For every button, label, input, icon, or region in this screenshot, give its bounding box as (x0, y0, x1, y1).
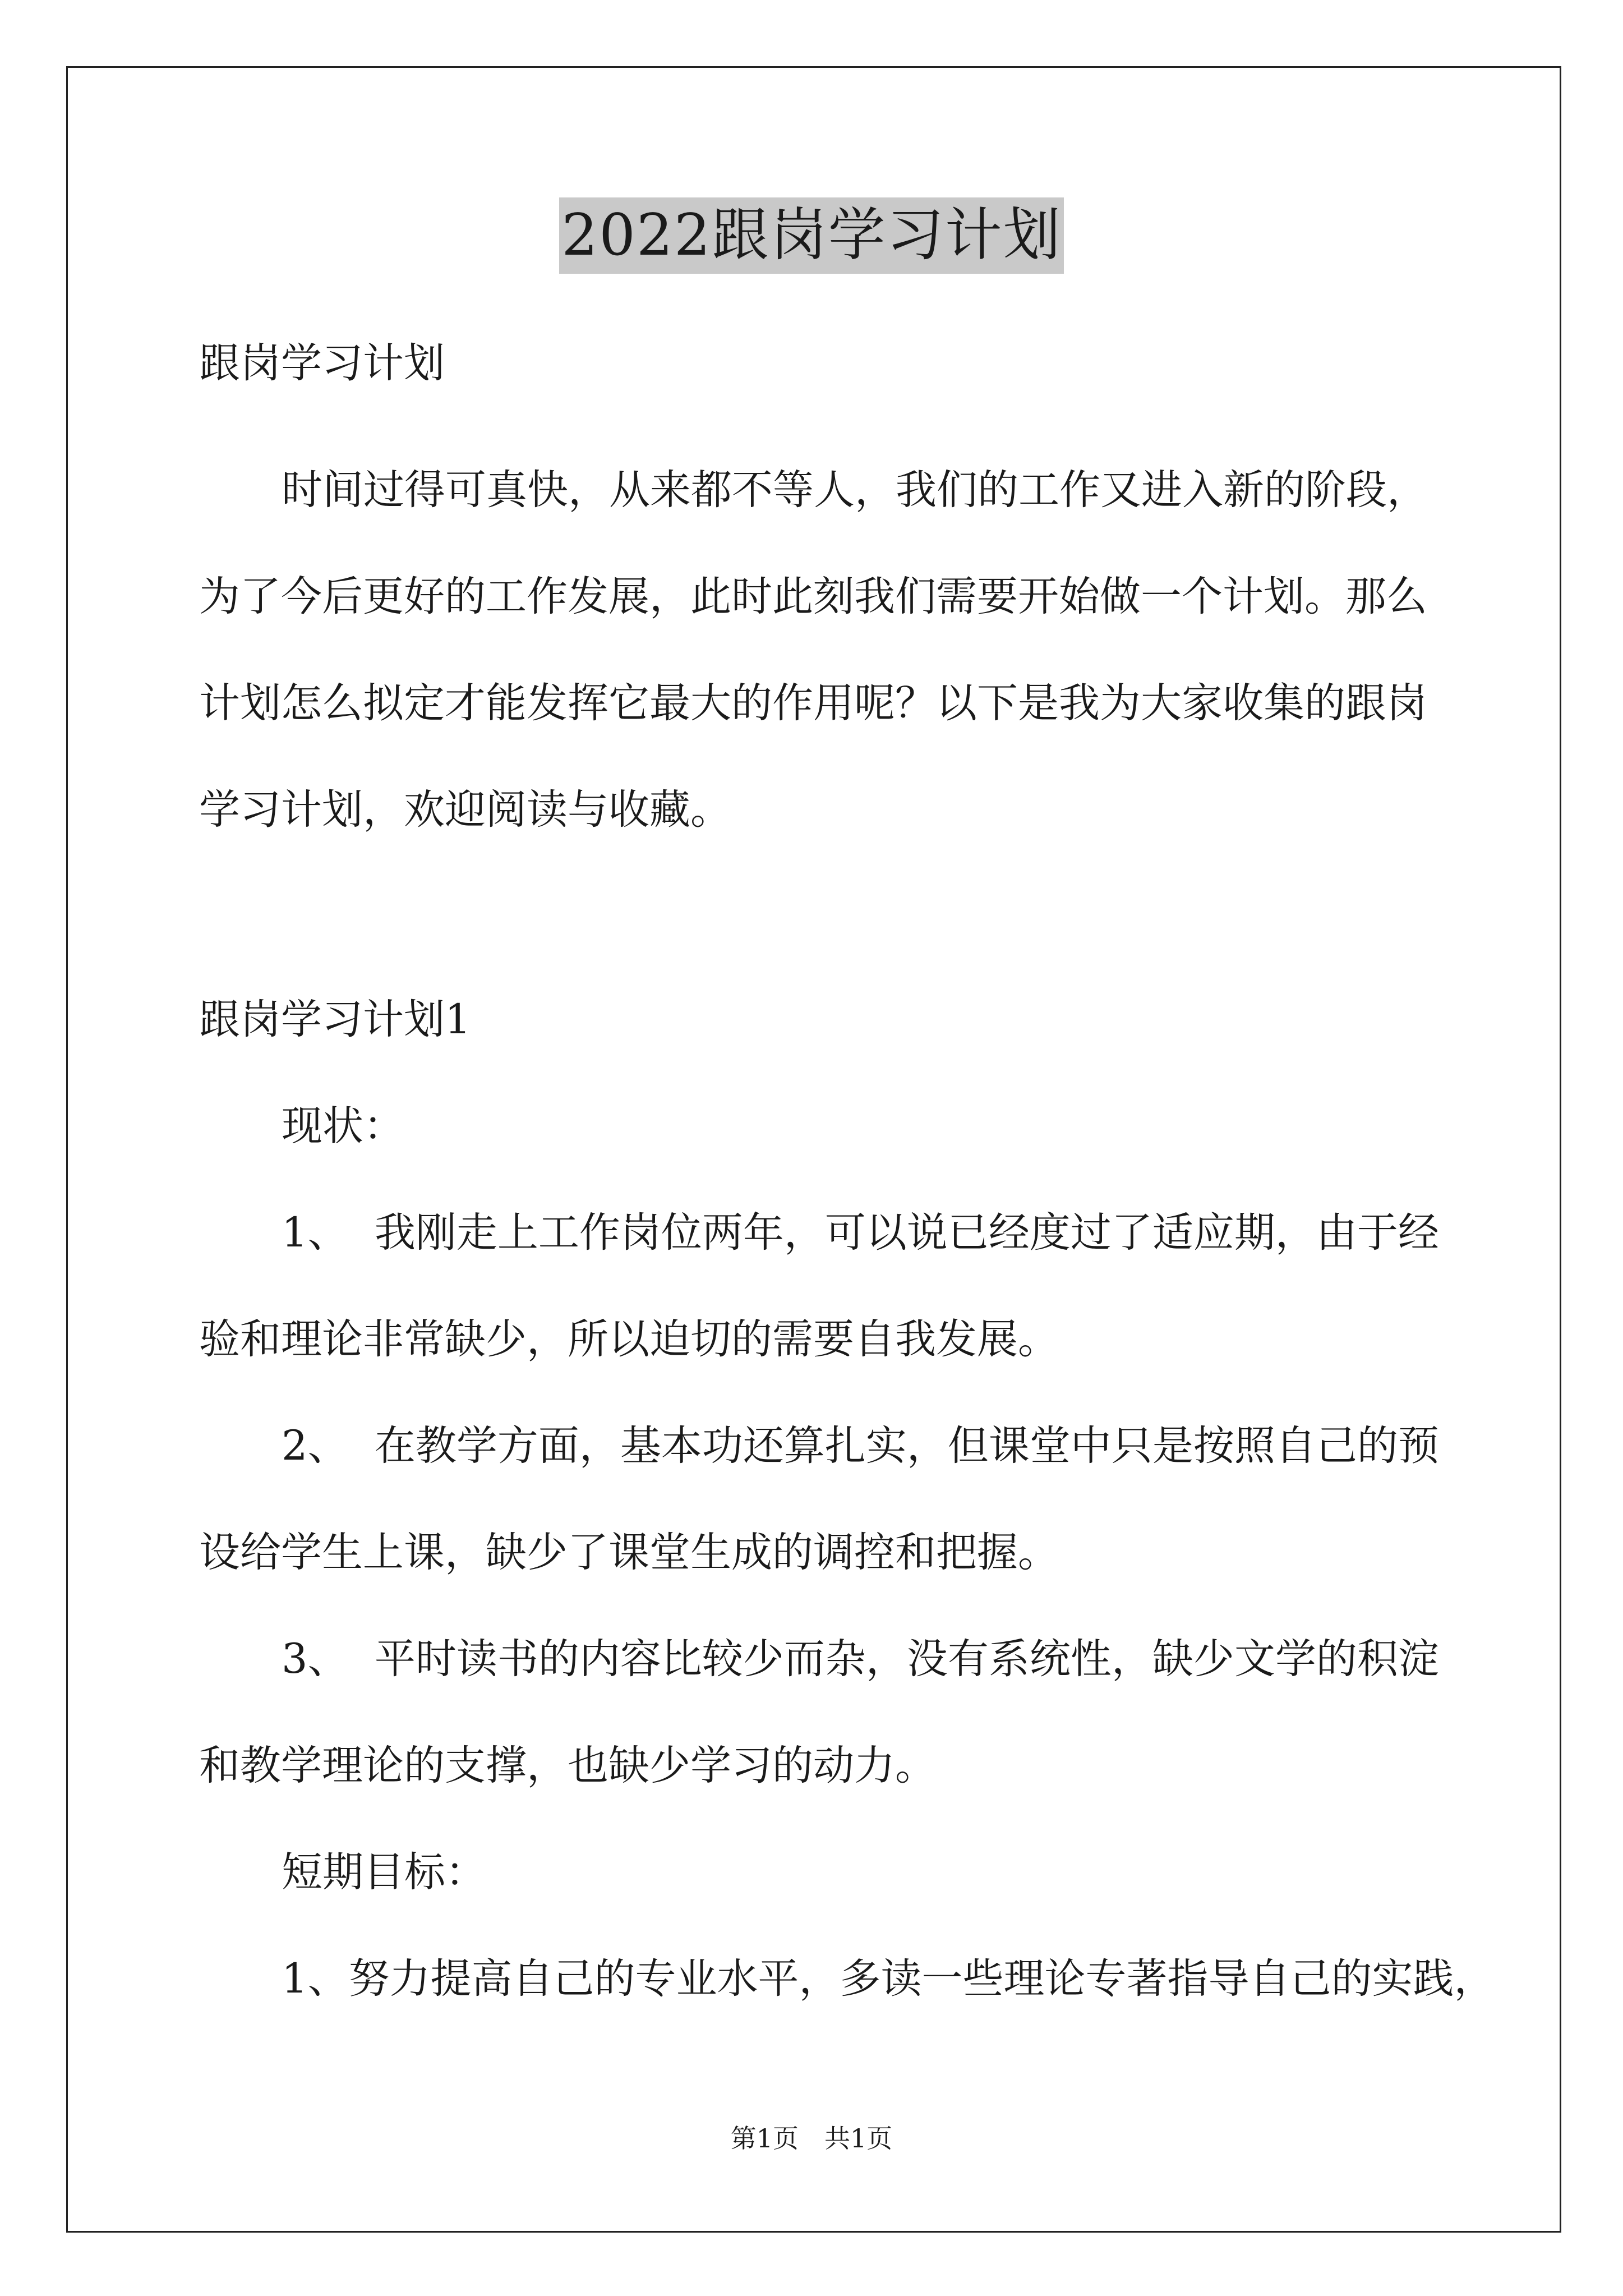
paragraph-line: 2、 在教学方面，基本功还算扎实，但课堂中只是按照自己的预 (282, 1422, 1439, 1470)
title-container (0, 197, 1623, 274)
section-heading: 跟岗学习计划1 (199, 996, 471, 1043)
paragraph-line: 为了今后更好的工作发展，此时此刻我们需要开始做一个计划。那么 (199, 573, 1427, 620)
paragraph-line: 设给学生上课，缺少了课堂生成的调控和把握。 (199, 1529, 1059, 1576)
page-footer: 第1页 共1页 (730, 2123, 893, 2154)
paragraph-line: 和教学理论的支撑，也缺少学习的动力。 (199, 1742, 936, 1789)
paragraph-line: 验和理论非常缺少，所以迫切的需要自我发展。 (199, 1315, 1059, 1363)
paragraph-line: 学习计划，欢迎阅读与收藏。 (199, 786, 731, 834)
paragraph-line: 3、 平时读书的内容比较少而杂，没有系统性，缺少文学的积淀 (282, 1635, 1439, 1683)
document-title: 2022跟岗学习计划 (559, 197, 1064, 274)
paragraph-line: 1、 我刚走上工作岗位两年，可以说已经度过了适应期，由于经 (282, 1209, 1439, 1257)
paragraph-line: 1、努力提高自己的专业水平，多读一些理论专著指导自己的实践， (282, 1955, 1495, 2003)
subheading: 短期目标： (282, 1848, 486, 1896)
paragraph-line: 时间过得可真快，从来都不等人，我们的工作又进入新的阶段， (282, 466, 1428, 514)
section-heading: 跟岗学习计划 (199, 339, 445, 387)
paragraph-line: 计划怎么拟定才能发挥它最大的作用呢？以下是我为大家收集的跟岗 (199, 679, 1427, 727)
subheading: 现状： (282, 1102, 404, 1150)
